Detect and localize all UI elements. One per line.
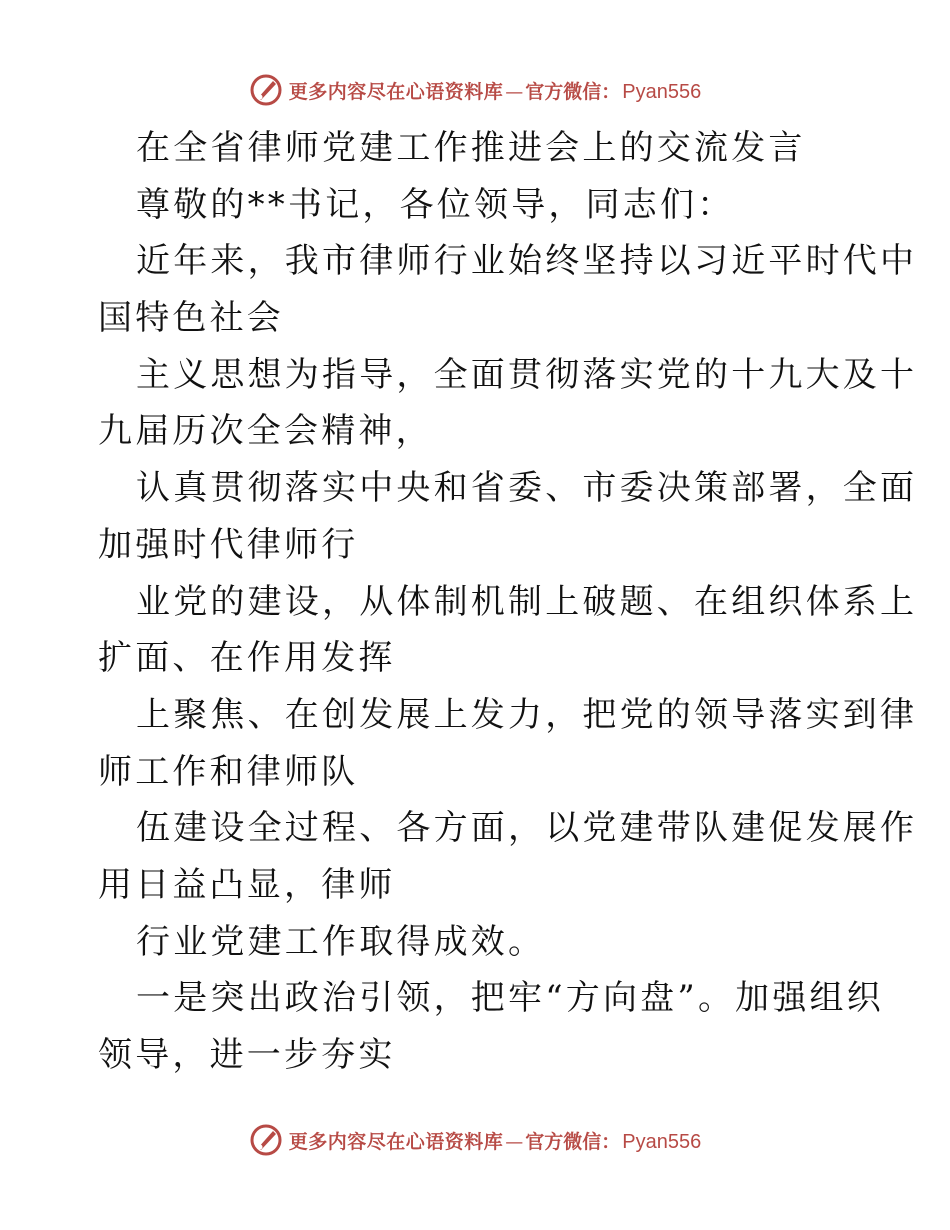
text-line: 一是突出政治引领，把牢“方向盘”。加强组织 (136, 978, 884, 1019)
salutation: 尊敬的**书记，各位领导，同志们： (136, 184, 735, 225)
watermark-brand: 更多内容尽在心语资料库 (288, 1130, 504, 1153)
watermark-brand: 更多内容尽在心语资料库 (288, 80, 504, 103)
document-title: 在全省律师党建工作推进会上的交流发言 (136, 128, 806, 168)
text-line: 国特色社会 (98, 298, 284, 339)
text-line: 伍建设全过程、各方面，以党建带队建促发展作 (136, 808, 918, 849)
text-line: 用日益凸显，律师 (98, 864, 396, 905)
watermark-wechat-id: Pyan556 (622, 1130, 702, 1153)
watermark-banner-bottom (0, 1120, 950, 1160)
text-line: 主义思想为指导，全面贯彻落实党的十九大及十 (136, 354, 918, 395)
text-line: 近年来，我市律师行业始终坚持以习近平时代中 (136, 241, 918, 282)
watermark-dash: — (505, 1131, 524, 1153)
text-line: 行业党建工作取得成效。 (136, 921, 546, 962)
watermark-wechat-id: Pyan556 (622, 80, 702, 103)
text-line: 业党的建设，从体制机制上破题、在组织体系上 (136, 581, 918, 622)
quill-logo-icon (249, 73, 283, 107)
text-line: 师工作和律师队 (98, 751, 359, 792)
watermark-dash: — (505, 81, 524, 103)
text-line: 加强时代律师行 (98, 524, 359, 565)
text-line: 上聚焦、在创发展上发力，把党的领导落实到律 (136, 694, 918, 735)
text-line: 扩面、在作用发挥 (98, 638, 396, 679)
text-line: 九届历次全会精神， (98, 411, 433, 452)
watermark-wechat-label: 官方微信： (525, 80, 621, 103)
document-body (98, 120, 918, 1084)
text-line: 认真贯彻落实中央和省委、市委决策部署，全面 (136, 468, 918, 509)
watermark-wechat-label: 官方微信： (525, 1130, 621, 1153)
text-line: 领导，进一步夯实 (98, 1035, 396, 1075)
watermark-banner-top (0, 70, 950, 110)
quill-logo-icon (249, 1123, 283, 1157)
